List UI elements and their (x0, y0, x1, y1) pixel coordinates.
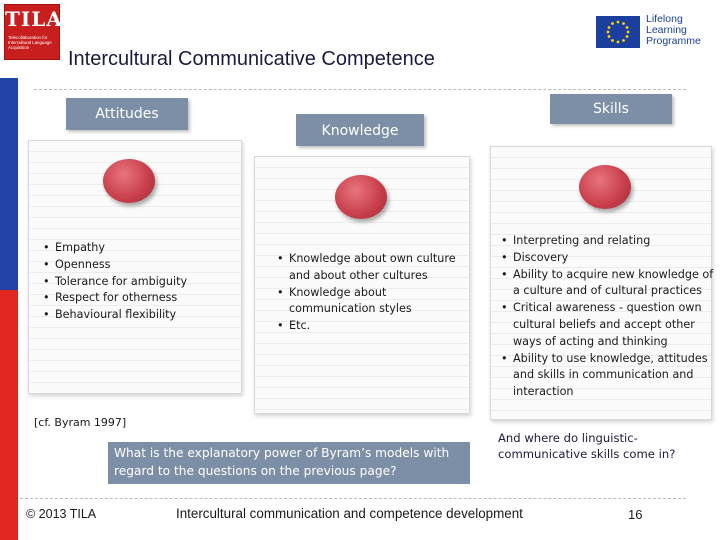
list-item: • Discovery (513, 250, 717, 267)
attitudes-list (43, 240, 245, 324)
list-item: • Behavioural flexibility (55, 307, 245, 324)
list-item: • Respect for otherness (55, 290, 245, 307)
top-divider (34, 89, 686, 90)
list-item: • Critical awareness - question own cultural beliefs and accept other ways of acting and thinking (513, 300, 717, 350)
footer-title: Intercultural communication and competence development (176, 506, 523, 521)
list-item: • Knowledge about communication styles (289, 285, 473, 319)
pushpin-icon (103, 159, 155, 203)
pushpin-icon (579, 165, 631, 209)
skills-note (490, 146, 712, 420)
eu-programme-label (646, 14, 701, 47)
list-item: • Openness (55, 257, 245, 274)
page-title: Intercultural Communicative Competence (68, 48, 435, 70)
list-item: • Ability to use knowledge, attitudes and skills in communication and interaction (513, 351, 717, 401)
page-number: 16 (628, 507, 643, 522)
list-item: • Interpreting and relating (513, 233, 717, 250)
pushpin-icon (335, 175, 387, 219)
list-item: • Ability to acquire new knowledge of a culture and of cultural practices (513, 267, 717, 301)
tila-logo (4, 4, 63, 60)
citation: [cf. Byram 1997] (34, 416, 127, 429)
attitudes-heading: Attitudes (66, 98, 188, 130)
copyright: © 2013 TILA (26, 507, 97, 521)
knowledge-list (277, 251, 473, 335)
eu-programme-line-1: Lifelong (646, 13, 683, 25)
eu-flag-icon (596, 16, 640, 48)
list-item: • Knowledge about own culture and about other cultures (289, 251, 473, 285)
knowledge-heading: Knowledge (296, 114, 424, 146)
tila-logo-text: TILA (5, 7, 63, 31)
bottom-divider (20, 498, 686, 499)
eu-programme-line-2: Learning (646, 24, 687, 36)
linguistic-question: And where do linguistic-communicative skills come in? (498, 431, 676, 461)
list-item: • Tolerance for ambiguity (55, 274, 245, 291)
left-accent-bar-red (0, 290, 18, 540)
attitudes-note (28, 140, 242, 394)
list-item: • Etc. (289, 318, 473, 335)
knowledge-note (254, 156, 470, 414)
skills-heading: Skills (550, 94, 672, 124)
tila-logo-subtext: Telecollaboration for Intercultural Language Acquisition (8, 35, 52, 50)
eu-programme-line-3: Programme (646, 35, 701, 47)
skills-list (501, 233, 717, 401)
list-item: • Empathy (55, 240, 245, 257)
question-box: What is the explanatory power of Byram’s models with regard to the questions on the previous page? (108, 442, 470, 484)
